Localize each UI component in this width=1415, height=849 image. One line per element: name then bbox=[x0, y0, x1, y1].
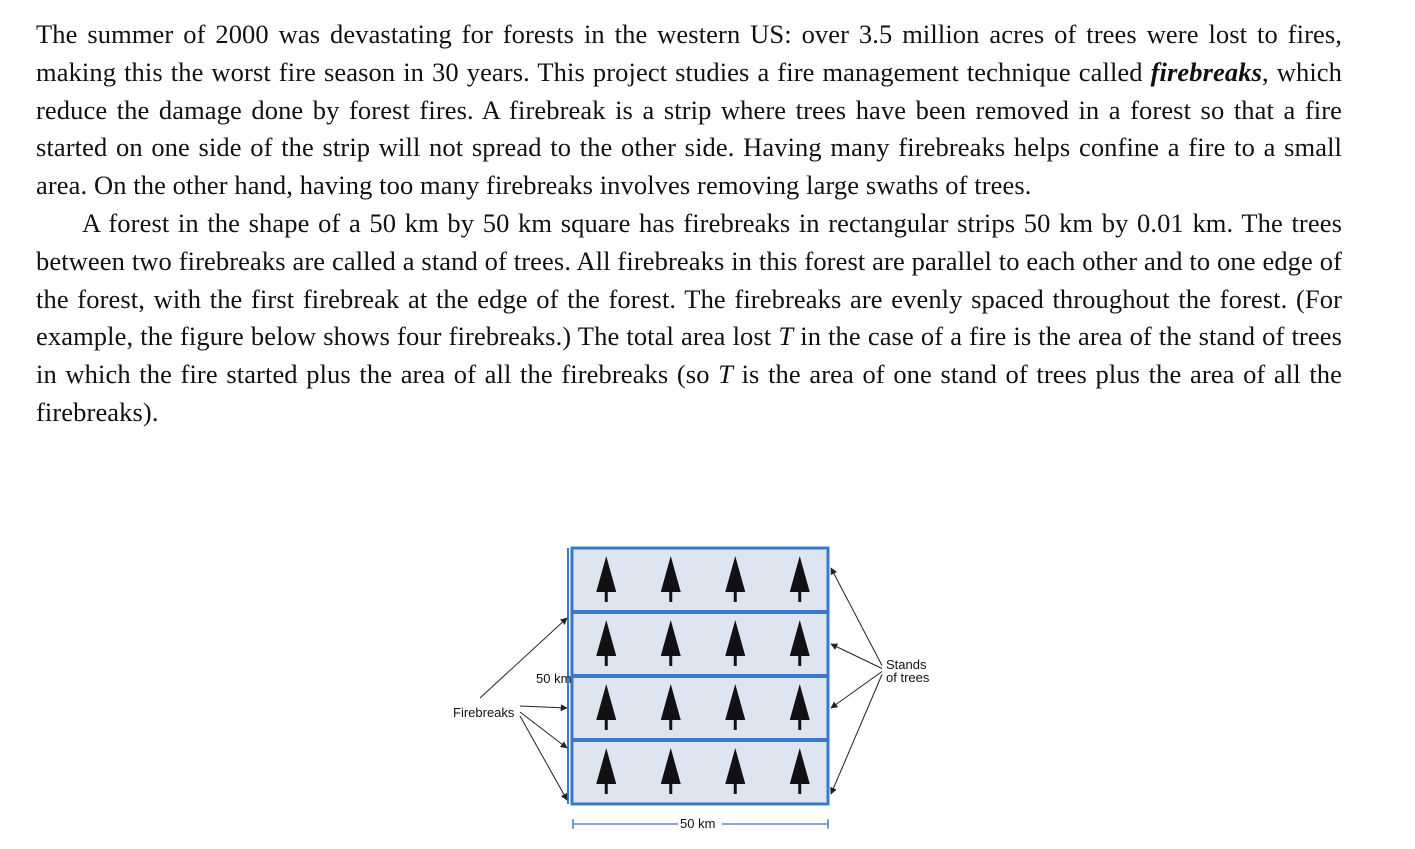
text-run: , which reduce the damage done by forest fires. A firebreak is a strip where trees have been removed in a forest so that a fire started on one side of the strip will not spread to the other side. Having many firebreaks helps confine a fire to a small area. On the other hand, having too many firebreaks involves removing large swaths of trees. bbox=[36, 56, 1342, 201]
arrow-icon bbox=[831, 568, 882, 666]
term-firebreaks: firebreaks bbox=[1150, 56, 1263, 87]
tree-trunk bbox=[798, 784, 801, 794]
paragraph-setup bbox=[36, 205, 1342, 432]
tree-trunk bbox=[734, 656, 737, 666]
stands-label-line2: of trees bbox=[886, 670, 930, 685]
tree-trunk bbox=[605, 720, 608, 730]
paragraph-intro bbox=[36, 16, 1342, 205]
variable-T: T bbox=[778, 321, 794, 352]
forest-grid bbox=[568, 548, 828, 804]
arrow-icon bbox=[520, 706, 567, 708]
tree-trunk bbox=[605, 656, 608, 666]
tree-trunk bbox=[798, 592, 801, 602]
arrow-icon bbox=[831, 672, 882, 709]
stands-label-line1: Stands bbox=[886, 657, 927, 672]
problem-text bbox=[36, 16, 1342, 432]
arrow-icon bbox=[480, 618, 567, 698]
tree-trunk bbox=[734, 784, 737, 794]
arrow-icon bbox=[520, 712, 567, 748]
tree-trunk bbox=[798, 720, 801, 730]
text-run: A forest in the shape of a 50 km by 50 km square has firebreaks in rectangular strips 50 km by 0.01 km. The trees between two firebreaks are called a stand of trees. All firebreaks in this forest are parallel to each other and to one edge of the forest, with the first firebreak at the edge of the forest. The firebreaks are evenly spaced throughout the forest. (For example, the figure below shows four firebreaks.) The total area lost bbox=[36, 207, 1342, 352]
tree-trunk bbox=[605, 592, 608, 602]
tree-trunk bbox=[605, 784, 608, 794]
width-dimension-label: 50 km bbox=[680, 816, 716, 831]
text-run: is the area of one stand of trees plus the area of all the firebreaks). bbox=[36, 359, 1342, 427]
tree-trunk bbox=[669, 656, 672, 666]
tree-trunk bbox=[669, 592, 672, 602]
arrow-icon bbox=[831, 644, 882, 669]
tree-trunk bbox=[669, 720, 672, 730]
variable-T: T bbox=[718, 359, 733, 390]
tree-trunk bbox=[734, 592, 737, 602]
firebreak-figure bbox=[440, 540, 960, 840]
text-run: in the case of a fire is the area of the stand of trees in which the fire started plus the area of all the firebreaks (so bbox=[36, 321, 1342, 390]
height-dimension-label: 50 km bbox=[536, 671, 572, 686]
arrow-icon bbox=[831, 675, 882, 795]
text-run: The summer of 2000 was devastating for forests in the western US: over 3.5 million acres of trees were lost to fires, making this the worst fire season in 30 years. This project studies a fire management technique called bbox=[36, 19, 1342, 87]
tree-trunk bbox=[798, 656, 801, 666]
arrow-icon bbox=[520, 716, 567, 800]
tree-trunk bbox=[734, 720, 737, 730]
firebreaks-label: Firebreaks bbox=[453, 705, 515, 720]
tree-trunk bbox=[669, 784, 672, 794]
